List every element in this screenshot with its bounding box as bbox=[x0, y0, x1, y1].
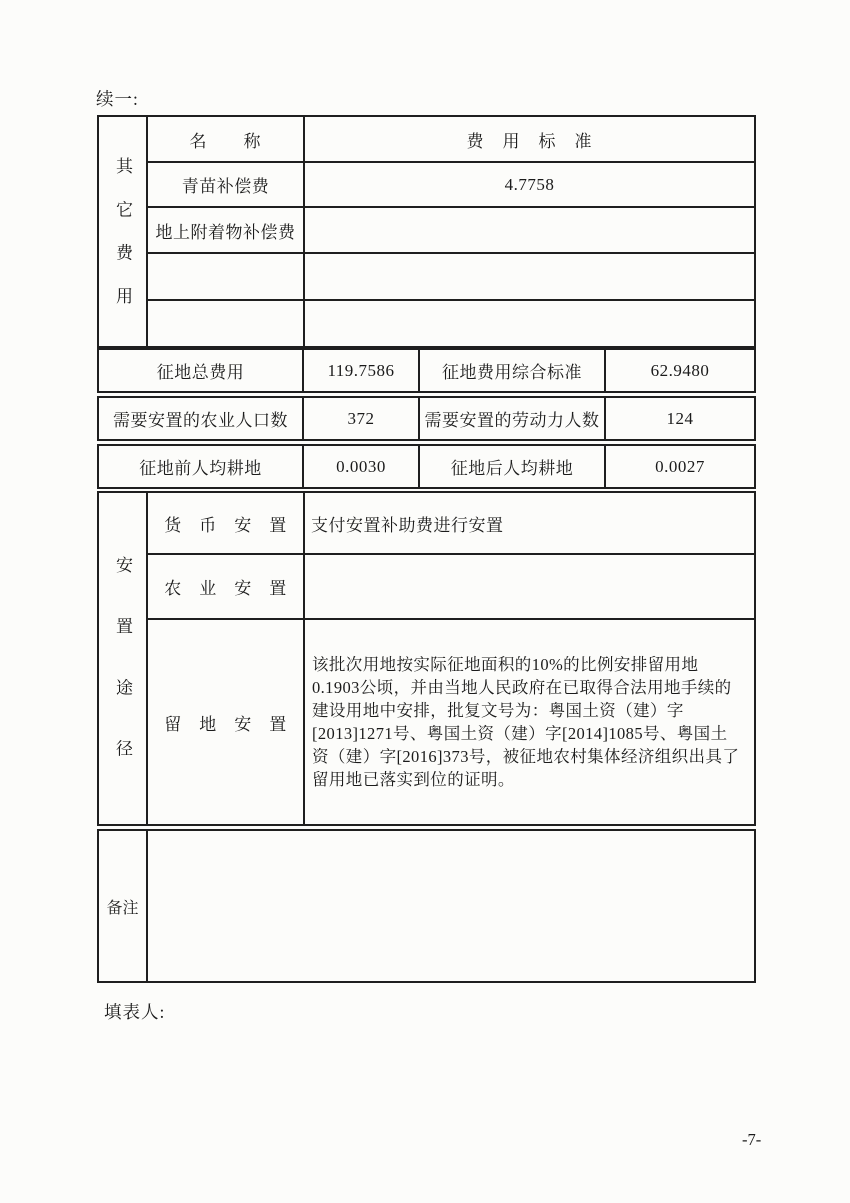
fee-name-header: 名 称 bbox=[148, 117, 305, 163]
resettlement-group-label: 安置途径 bbox=[113, 556, 132, 802]
summary-value: 119.7586 bbox=[304, 350, 420, 391]
other-fees-group-label: 其它费用 bbox=[113, 156, 132, 331]
fee-row-value bbox=[305, 208, 754, 254]
summary-label: 需要安置的农业人口数 bbox=[99, 398, 304, 439]
resettlement-row-content bbox=[305, 620, 754, 824]
resettlement-row-label: 留 地 安 置 bbox=[148, 620, 305, 824]
summary-label: 征地后人均耕地 bbox=[420, 446, 606, 487]
form-filler-label: 填表人: bbox=[104, 1002, 166, 1022]
resettlement-row-label: 货 币 安 置 bbox=[148, 493, 305, 555]
fee-row-name: 青苗补偿费 bbox=[148, 163, 305, 208]
summary-value: 62.9480 bbox=[650, 360, 710, 380]
resettlement-row-label: 农 业 安 置 bbox=[148, 555, 305, 620]
summary-value: 0.0030 bbox=[304, 446, 420, 487]
summary-value: 124 bbox=[666, 408, 694, 428]
remarks-section bbox=[97, 829, 756, 983]
resettlement-group-cell bbox=[99, 493, 148, 824]
resettlement-row-content bbox=[305, 555, 754, 620]
resettlement-row-content: 支付安置补助费进行安置 bbox=[305, 493, 754, 555]
summary-row-total-cost bbox=[97, 348, 756, 393]
summary-label: 需要安置的劳动力人数 bbox=[420, 398, 606, 439]
remarks-content bbox=[148, 831, 754, 981]
summary-label: 征地费用综合标准 bbox=[420, 350, 606, 391]
reserved-land-paragraph: 该批次用地按实际征地面积的10%的比例安排留用地0.1903公顷，并由当地人民政府在已取得合法用地手续的建设用地中安排，批复文号为：粤国土资（建）字[2013]1271号、粤国土资（建）字[2014]1085号、粤国土资（建）字[2016]373号，被征地农村集体经济组织出具了留用地已落实到位的证明。 bbox=[312, 655, 740, 789]
remarks-label: 备注 bbox=[99, 831, 148, 981]
fee-standard-header: 费 用 标 准 bbox=[305, 117, 754, 163]
fee-row-value bbox=[305, 254, 754, 301]
fee-row-name bbox=[148, 301, 305, 346]
resettlement-section bbox=[97, 491, 756, 826]
summary-row-farmland bbox=[97, 444, 756, 489]
summary-value: 0.0027 bbox=[655, 456, 705, 476]
summary-value: 372 bbox=[304, 398, 420, 439]
other-fees-group-cell bbox=[99, 117, 148, 346]
fee-row-name bbox=[148, 254, 305, 301]
fee-row-name: 地上附着物补偿费 bbox=[148, 208, 305, 254]
other-fees-section bbox=[97, 115, 756, 348]
summary-label: 征地总费用 bbox=[99, 350, 304, 391]
continuation-label: 续一: bbox=[96, 89, 139, 109]
summary-row-population bbox=[97, 396, 756, 441]
summary-label: 征地前人均耕地 bbox=[99, 446, 304, 487]
fee-row-value bbox=[305, 301, 754, 346]
page-number: -7- bbox=[742, 1130, 762, 1149]
fee-row-value: 4.7758 bbox=[305, 163, 754, 208]
